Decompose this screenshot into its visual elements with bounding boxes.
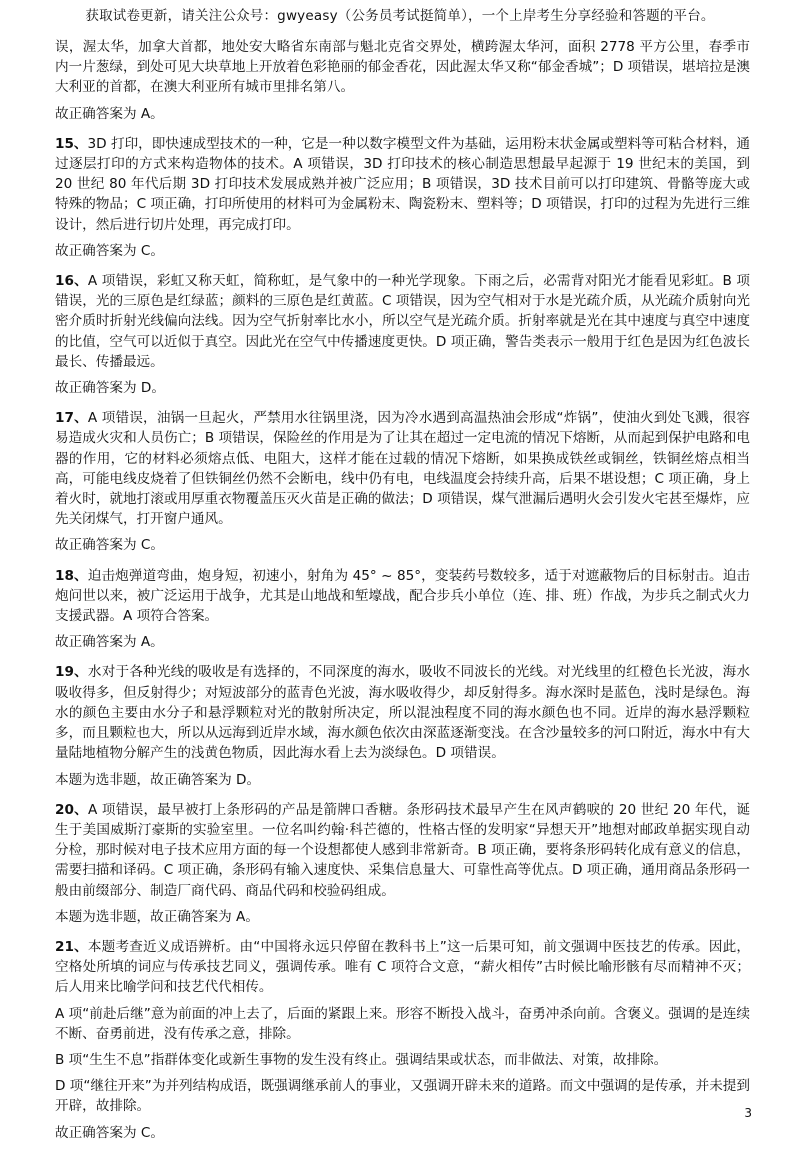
question-paragraph xyxy=(55,134,750,235)
answer-line: 本题为选非题，故正确答案为 A。 xyxy=(55,908,259,925)
question-explanation: A 项错误，彩虹又称天虹，简称虹，是气象中的一种光学现象。下雨之后，必需背对阳光才能看见彩虹。B 项错误，光的三原色是红绿蓝；颜料的三原色是红黄蓝。C 项错误，因为空气相对于水是光疏介质，从光疏介质射向光密介质时折射光线偏向法线。因为空气折射率比水小，所以空气是光疏介质。折射率就是光在其中速度与真空中速度的比值，空气可以近似于真空。因此光在空气中传播速度更快。D 项正确，警告类表示一般用于红色是因为红色波长最长、传播最远。 xyxy=(55,273,750,370)
question-number: 18、 xyxy=(55,567,88,584)
page-number: 3 xyxy=(744,1106,752,1120)
question-explanation: 本题考查近义成语辨析。由“中国将永远只停留在教科书上”这一后果可知，前文强调中医技艺的传承。因此，空格处所填的词应与传承技艺同义，强调传承。唯有 C 项符合文意，“薪火相传”古时候比喻形骸有尽而精神不灭；后人用来比喻学问和技艺代代相传。 xyxy=(55,938,750,996)
answer-line: 故正确答案为 A。 xyxy=(55,634,164,651)
option-analysis: B 项“生生不息”指群体变化或新生事物的发生没有终止。强调结果或状态，而非做法、对策，故排除。 xyxy=(55,1051,668,1068)
option-analysis: D 项“继往开来”为并列结构成语，既强调继承前人的事业，又强调开辟未来的道路。而文中强调的是传承，并未提到开辟，故排除。 xyxy=(55,1078,750,1115)
question-paragraph xyxy=(55,662,750,763)
continuation-paragraph: 误，渥太华，加拿大首都，地处安大略省东南部与魁北克省交界处，横跨渥太华河，面积 2778 平方公里，春季市内一片葱绿，到处可见大块草地上开放着色彩艳丽的郁金香花，因此渥太华又称“郁金香城”；D 项错误，堪培拉是澳大利亚的首都，在澳大利亚所有城市里排名第八。 xyxy=(55,39,750,96)
question-number: 16、 xyxy=(55,273,88,290)
question-explanation: 水对于各种光线的吸收是有选择的，不同深度的海水，吸收不同波长的光线。对光线里的红橙色长光波，海水吸收得多，但反射得少；对短波部分的蓝青色光波，海水吸收得少，却反射得多。海水深时是蓝色，浅时是绿色。海水的颜色主要由水分子和悬浮颗粒对光的散射所决定，所以混浊程度不同的海水颜色也不同。近岸的海水悬浮颗粒多，而且颗粒也大，所以从远海到近岸水域，海水颜色依次由深蓝逐渐变浅。在含沙量较多的河口附近，海水中有大量陆地植物分解产生的浅黄色物质，因此海水看上去为淡绿色。D 项错误。 xyxy=(55,664,750,762)
question-list xyxy=(55,134,750,1143)
question-paragraph xyxy=(55,566,750,627)
question-block xyxy=(55,566,750,653)
question-number: 15、 xyxy=(55,135,88,152)
answer-line: 本题为选非题，故正确答案为 D。 xyxy=(55,771,261,788)
question-explanation: 迫击炮弹道弯曲，炮身短，初速小，射角为 45° ~ 85°，变装药号数较多，适于对遮蔽物后的目标射击。迫击炮问世以来，被广泛运用于战争，尤其是山地战和堑壕战，配合步兵小单位（连、排、班）作战，为步兵之制式火力支援武器。A 项符合答案。 xyxy=(55,567,751,625)
question-block xyxy=(55,408,750,555)
answer-line: 故正确答案为 A。 xyxy=(55,105,164,122)
question-explanation: 3D 打印，即快速成型技术的一种，它是一种以数字模型文件为基础，运用粉末状金属或塑料等可粘合材料，通过逐层打印的方式来构造物体的技术。A 项错误，3D 打印技术的核心制造思想最早起源于 19 世纪末的美国，到 20 世纪 80 年代后期 3D 打印技术发展成熟并被广泛应用；B 项错误，3D 技术目前可以打印建筑、骨骼等庞大或特殊的物品；C 项正确，打印所使用的材料可为金属粉末、陶瓷粉末、塑料等；D 项错误，打印的过程为先进行三维设计，然后进行切片处理，再完成打印。 xyxy=(55,135,751,233)
question-block xyxy=(55,662,750,789)
question-block xyxy=(55,271,750,398)
question-number: 19、 xyxy=(55,664,88,681)
question-paragraph xyxy=(55,800,750,901)
question-block xyxy=(55,800,750,927)
answer-line: 故正确答案为 C。 xyxy=(55,1124,164,1141)
question-number: 17、 xyxy=(55,410,88,427)
question-block xyxy=(55,937,750,1143)
question-number: 21、 xyxy=(55,938,88,955)
question-explanation: A 项错误，油锅一旦起火，严禁用水往锅里浇，因为冷水遇到高温热油会形成“炸锅”，使油火到处飞溅，很容易造成火灾和人员伤亡；B 项错误，保险丝的作用是为了让其在超过一定电流的情况下熔断，从而起到保护电路和电器的作用，它的材料必须熔点低、电阻大，这样才能在过载的情况下熔断，如果换成铁丝或铜丝，铁铜丝熔点相当高，可能电线皮烧着了但铁铜丝仍然不会断电，线中仍有电，电线温度会持续升高，后果不堪设想；C 项正确，身上着火时，就地打滚或用厚重衣物覆盖压灭火苗是正确的做法；D 项错误，煤气泄漏后遇明火会引发火宅甚至爆炸，应先关闭煤气，打开窗户通风。 xyxy=(55,410,750,528)
question-number: 20、 xyxy=(55,801,89,818)
answer-line: 故正确答案为 C。 xyxy=(55,242,164,259)
question-paragraph xyxy=(55,271,750,372)
question-paragraph xyxy=(55,408,750,529)
page-header: 获取试卷更新，请关注公众号：gwyeasy（公务员考试挺简单），一个上岸考生分享经验和答题的平台。 xyxy=(85,8,715,24)
question-paragraph xyxy=(55,937,750,998)
option-analysis: A 项“前赴后继”意为前面的冲上去了，后面的紧跟上来。形容不断投入战斗，奋勇冲杀向前。含褒义。强调的是连续不断、奋勇前进，没有传承之意，排除。 xyxy=(55,1005,750,1042)
document-body xyxy=(55,37,750,1153)
question-explanation: A 项错误，最早被打上条形码的产品是箭牌口香糖。条形码技术最早产生在风声鹤唳的 20 世纪 20 年代，诞生于美国威斯汀豪斯的实验室里。一位名叫约翰·科芒德的，性格古怪的发明家“异想天开”地想对邮政单据实现自动分检，那时候对电子技术应用方面的每一个设想都使人感到非常新奇。B 项正确，要将条形码转化成有意义的信息，需要扫描和译码。C 项正确，条形码有输入速度快、采集信息量大、可靠性高等优点。D 项正确，通用商品条形码一般由前缀部分、制造厂商代码、商品代码和校验码组成。 xyxy=(55,801,751,899)
answer-line: 故正确答案为 D。 xyxy=(55,380,165,397)
answer-line: 故正确答案为 C。 xyxy=(55,537,164,554)
question-block xyxy=(55,134,750,261)
